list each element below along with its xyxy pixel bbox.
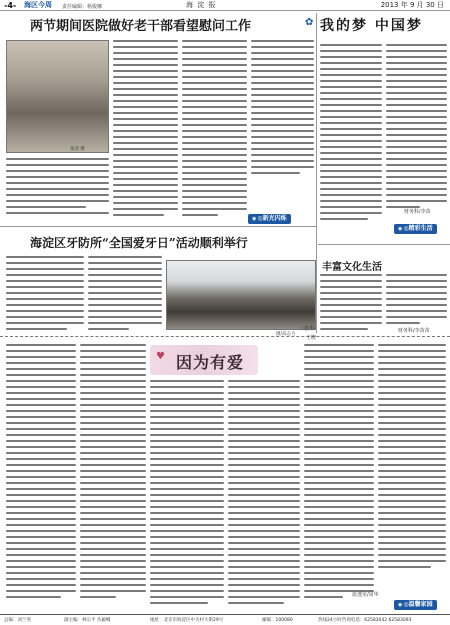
page-footer [0,614,450,625]
article-1-badge: ◉ ◎新光闪烁 [248,214,291,224]
section-name: 海区今周 [24,1,52,9]
issue-date: 2013 年 9 月 30 日 [380,1,444,9]
page-number: -4- [4,1,17,10]
article-5-text [228,380,300,610]
heart-icon: ♥ [156,351,165,362]
article-3-badge: ◉ ◎精彩生活 [394,224,437,234]
article-5-text [378,344,446,584]
article-4-text [386,274,447,328]
article-2-headline: 海淀区牙防所“全国爱牙日”活动顺利举行 [30,236,248,250]
article-5-text [80,344,146,610]
article-2-photo [166,260,316,330]
article-1-headline: 两节期间医院做好老干部看望慰问工作 [30,19,252,34]
article-5-banner [150,345,258,375]
article-3-author: 财务科/李苗 [404,209,431,215]
article-5-author: 血透室/周华 [352,592,379,598]
article-3-text [320,44,382,222]
article-4-author: 财务科/李苗苗 [398,328,430,334]
article-1-text [113,40,178,225]
article-4-headline: 丰富文化生活 [322,262,382,273]
footer-postcode: 邮编：100080 [262,618,293,623]
page-header [0,0,450,11]
footer-vice-editor: 副主编：林宗平 丛颖娜 [64,618,111,623]
article-1-text [6,158,109,220]
article-5-badge: ◉ ◎温馨家园 [394,600,437,610]
article-1-text [251,40,314,190]
dashed-divider [0,336,450,338]
article-1-photo [6,40,109,153]
article-5-text [6,344,76,610]
article-3-text [386,44,447,220]
article-1-photo-caption: 张清 摄 [70,147,85,152]
article-2-byline-author: 王晓 [306,335,317,341]
section-divider [318,244,450,245]
section-divider [0,226,316,227]
footer-chief-editor: 总编：刘兰英 [4,618,31,623]
article-5-text [304,344,374,610]
footer-phone: 热线24小时咨询电话：62583042 62583093 [318,618,412,623]
article-1-text [182,40,247,225]
column-divider [316,13,317,333]
article-4-text [320,274,382,334]
article-2-photo-caption: 摄/高志力 [276,332,296,337]
article-5-text [150,380,224,610]
flower-icon: ✿ [305,17,314,28]
article-3-headline: 我的梦 中国梦 [320,18,423,34]
masthead: 海 淀 报 [186,1,217,9]
footer-address: 地址：北京市海淀区中关村大街29号 [150,618,224,623]
article-2-text [6,256,84,334]
article-2-text [88,256,162,334]
editor-credit: 责任编辑：杨俊娜 [62,4,103,10]
article-5-headline: 因为有爱 [176,353,245,372]
article-2-byline-dept: 口腔科 [300,326,316,332]
